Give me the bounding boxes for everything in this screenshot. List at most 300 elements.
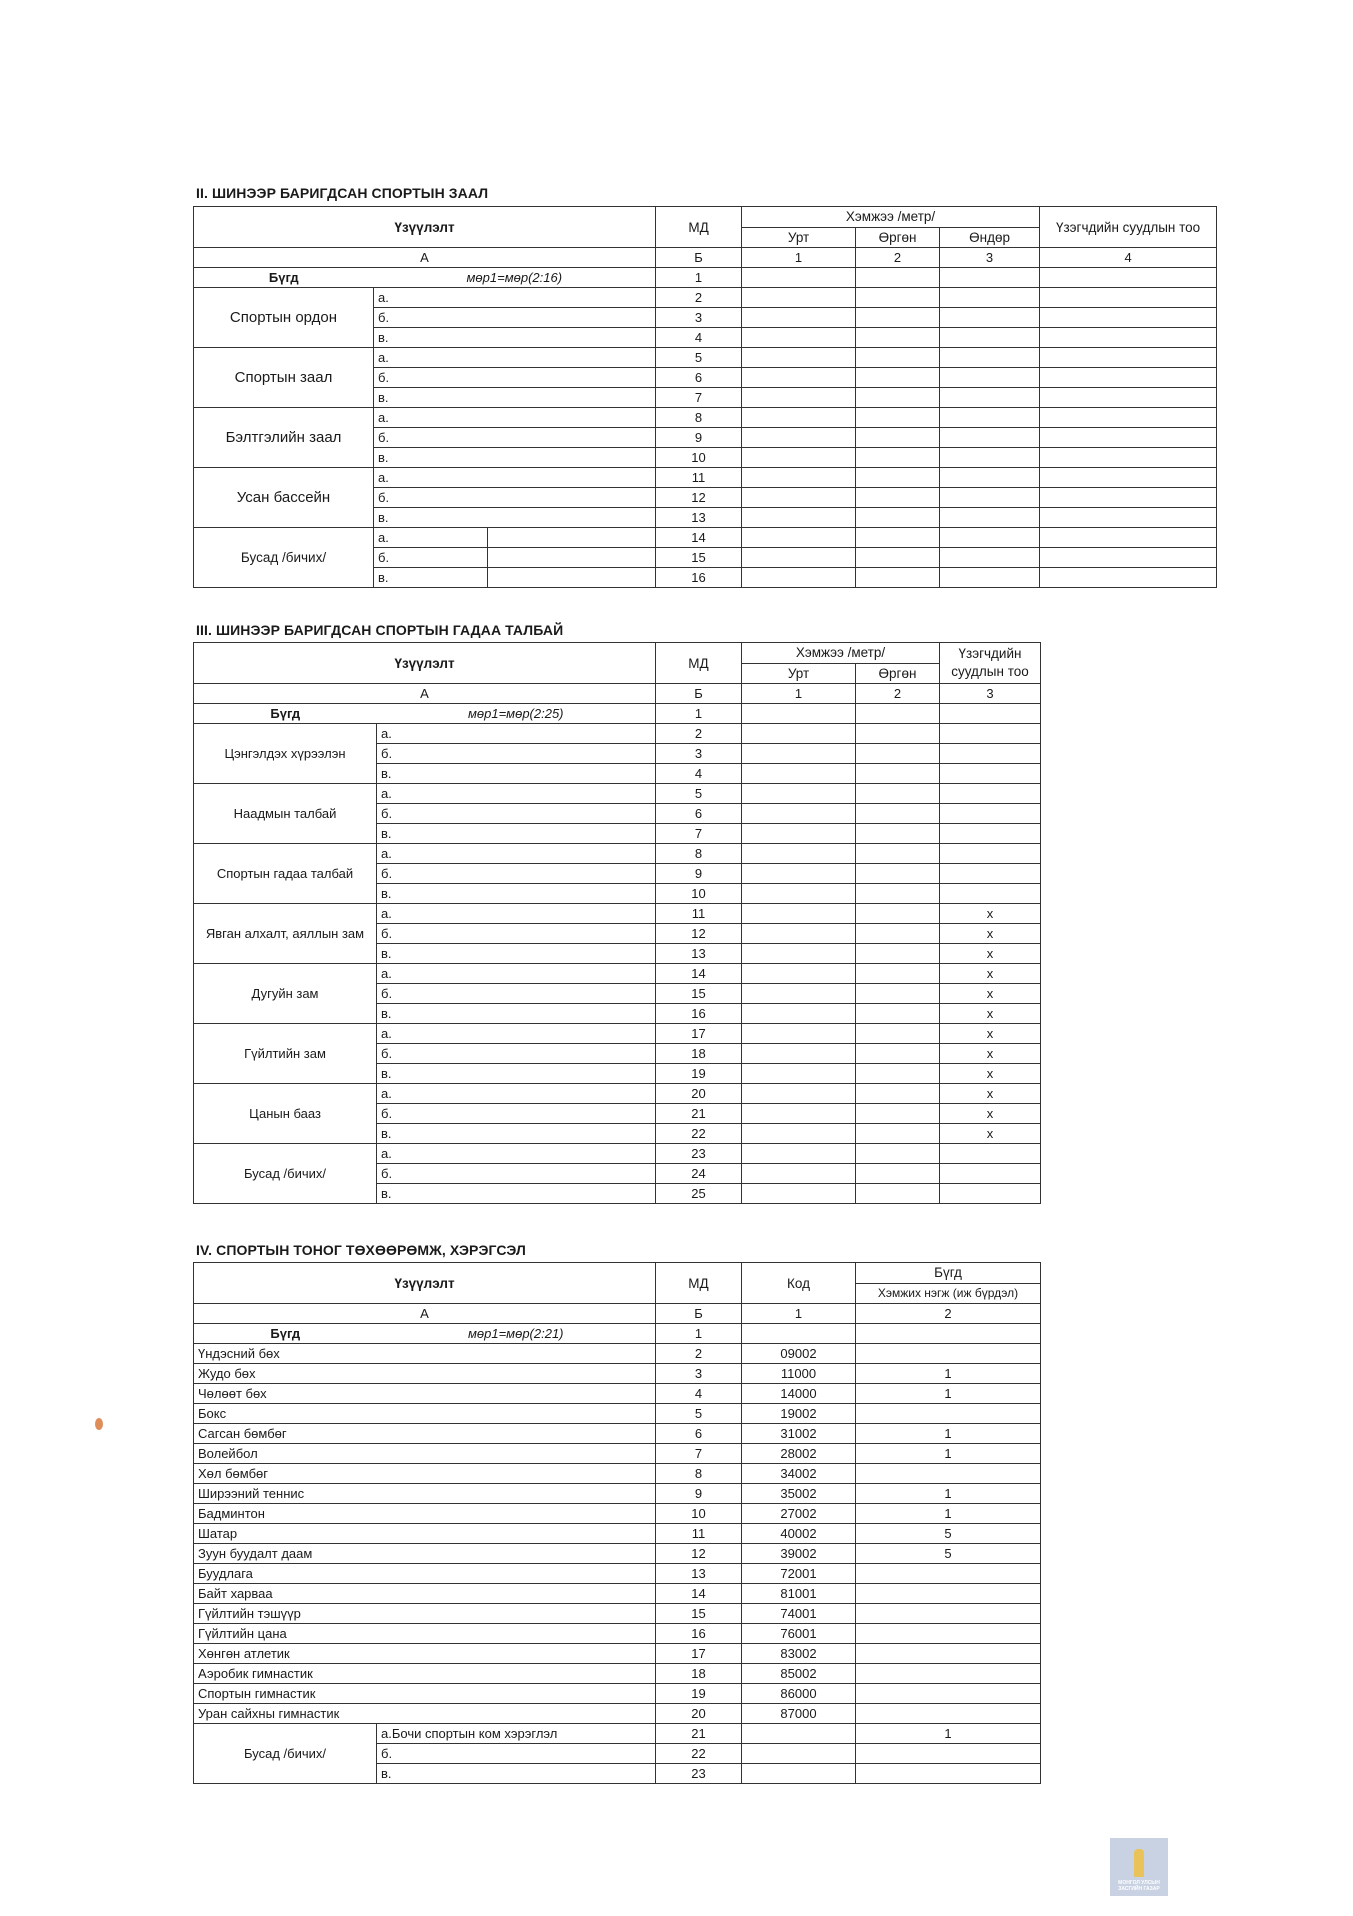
sub-label: а. [374,528,488,548]
cell-width[interactable] [856,268,940,288]
group-label: Бусад /бичих/ [194,1144,377,1204]
row-md: 19 [656,1064,742,1084]
cell-seats[interactable] [940,804,1041,824]
item-code: 14000 [742,1384,856,1404]
cell-seats[interactable] [1040,288,1217,308]
total-label: Бүгд [194,704,377,724]
table-row [194,1344,1041,1364]
item-name: Спортын гимнастик [194,1684,656,1704]
cell-width[interactable] [856,348,940,368]
cell-seats[interactable] [1040,568,1217,588]
cell-height[interactable] [940,268,1040,288]
row-md: 3 [656,308,742,328]
row-md: 21 [656,1724,742,1744]
cell-length[interactable] [742,764,856,784]
cell-seats[interactable] [1040,428,1217,448]
cell-seats[interactable] [940,744,1041,764]
item-qty[interactable]: 5 [856,1524,1041,1544]
item-code[interactable] [742,1764,856,1784]
row-md: 18 [656,1044,742,1064]
cell-length[interactable] [742,884,856,904]
cell-seats[interactable]: x [940,904,1041,924]
item-qty[interactable]: 1 [856,1504,1041,1524]
row-md: 7 [656,388,742,408]
cell-width[interactable] [856,1084,940,1104]
cell-length[interactable] [742,944,856,964]
cell-width[interactable] [856,1024,940,1044]
item-qty[interactable]: 1 [856,1484,1041,1504]
cell-width[interactable] [856,548,940,568]
cell-height[interactable] [940,548,1040,568]
cell-height[interactable] [940,408,1040,428]
total-md: 1 [656,1324,742,1344]
row-md: 21 [656,1104,742,1124]
row-md: 20 [656,1704,742,1724]
cell-seats[interactable] [940,844,1041,864]
cell-width[interactable] [856,428,940,448]
cell-width[interactable] [856,1184,940,1204]
cell-width[interactable] [856,488,940,508]
cell-width[interactable] [856,1064,940,1084]
row-md: 7 [656,824,742,844]
cell-length[interactable] [742,784,856,804]
sub-label: б. [377,1104,656,1124]
cell-width[interactable] [856,824,940,844]
sub-label: в. [374,508,656,528]
cell-seats[interactable] [940,824,1041,844]
cell-length[interactable] [742,1064,856,1084]
cell-length[interactable] [742,924,856,944]
row-md: 20 [656,1084,742,1104]
cell-width[interactable] [856,1144,940,1164]
header-indicator: Үзүүлэлт [194,1263,656,1304]
item-qty[interactable]: 1 [856,1444,1041,1464]
row-md: 23 [656,1764,742,1784]
group-label: Бэлтгэлийн заал [194,408,374,468]
sub-name-field[interactable] [488,528,656,548]
cell-width[interactable] [856,448,940,468]
cell-seats[interactable] [1040,308,1217,328]
table-row [194,1504,1041,1524]
item-qty[interactable] [856,1564,1041,1584]
table-row [194,784,1041,804]
group-label: Спортын гадаа талбай [194,844,377,904]
row-md: 11 [656,904,742,924]
item-qty[interactable]: 1 [856,1424,1041,1444]
cell-width[interactable] [856,704,940,724]
cell-seats[interactable] [1040,488,1217,508]
row-md: 4 [656,328,742,348]
item-code[interactable] [742,1744,856,1764]
cell-width[interactable] [856,508,940,528]
sub-label: в. [377,944,656,964]
cell-seats[interactable] [1040,508,1217,528]
cell-length[interactable] [742,1164,856,1184]
cell-length[interactable] [742,904,856,924]
cell-seats[interactable] [1040,268,1217,288]
row-md: 12 [656,924,742,944]
cell-length[interactable] [742,964,856,984]
code-b: Б [656,248,742,268]
cell-width[interactable] [856,764,940,784]
sub-label: б. [374,488,656,508]
cell-seats[interactable] [1040,408,1217,428]
total-formula: мөр1=мөр(2:21) [377,1324,656,1344]
sub-label: б. [377,804,656,824]
row-md: 16 [656,1624,742,1644]
cell-seats[interactable]: x [940,924,1041,944]
cell-length[interactable] [742,704,856,724]
group-label: Наадмын талбай [194,784,377,844]
item-code: 86000 [742,1684,856,1704]
item-name: Гүйлтийн цана [194,1624,656,1644]
cell-height[interactable] [940,568,1040,588]
cell-width[interactable] [856,1164,940,1184]
item-code: 27002 [742,1504,856,1524]
cell-width[interactable] [856,568,940,588]
row-md: 2 [656,1344,742,1364]
row-md: 2 [656,288,742,308]
cell-length[interactable] [742,308,856,328]
item-qty[interactable] [856,1624,1041,1644]
item-qty[interactable] [856,1764,1041,1784]
sub-name-field[interactable] [488,548,656,568]
cell-height[interactable] [940,368,1040,388]
cell-width[interactable] [856,784,940,804]
cell-width[interactable] [856,804,940,824]
cell-height[interactable] [940,388,1040,408]
cell-width[interactable] [856,984,940,1004]
sub-label: б. [374,428,656,448]
item-qty[interactable] [856,1744,1041,1764]
cell-width[interactable] [856,884,940,904]
item-qty[interactable] [856,1644,1041,1664]
sub-label: в. [377,1184,656,1204]
stamp-text [1118,1880,1160,1892]
cell-length[interactable] [742,804,856,824]
item-name: Сагсан бөмбөг [194,1424,656,1444]
sub-label: в. [377,824,656,844]
item-code: 09002 [742,1344,856,1364]
row-md: 4 [656,1384,742,1404]
table-row [194,1384,1041,1404]
cell-qty[interactable] [856,1324,1041,1344]
group-label: Усан бассейн [194,468,374,528]
row-md: 4 [656,764,742,784]
row-md: 22 [656,1124,742,1144]
item-qty[interactable]: 1 [856,1724,1041,1744]
stamp-line-1: МОНГОЛ УЛСЫН [1118,1880,1160,1886]
sub-label: в. [377,1124,656,1144]
cell-length[interactable] [742,508,856,528]
cell-width[interactable] [856,1004,940,1024]
cell-length[interactable] [742,864,856,884]
cell-length[interactable] [742,1124,856,1144]
cell-seats[interactable] [940,704,1041,724]
row-md: 17 [656,1024,742,1044]
row-md: 13 [656,944,742,964]
cell-length[interactable] [742,528,856,548]
cell-seats[interactable] [940,1164,1041,1184]
header-total: Бүгд [856,1263,1041,1284]
cell-length[interactable] [742,348,856,368]
cell-length[interactable] [742,844,856,864]
row-md: 9 [656,1484,742,1504]
item-qty[interactable] [856,1704,1041,1724]
sub-label: в. [377,1064,656,1084]
table-row [194,1464,1041,1484]
section-2-title: II. ШИНЭЭР БАРИГДСАН СПОРТЫН ЗААЛ [196,185,489,201]
header-md: МД [656,207,742,248]
item-code[interactable] [742,1724,856,1744]
group-label: Бусад /бичих/ [194,528,374,588]
cell-seats[interactable]: x [940,1084,1041,1104]
cell-seats[interactable] [940,864,1041,884]
cell-seats[interactable]: x [940,1004,1041,1024]
header-height: Өндөр [940,227,1040,248]
cell-seats[interactable]: x [940,984,1041,1004]
cell-height[interactable] [940,288,1040,308]
cell-seats[interactable]: x [940,1124,1041,1144]
cell-height[interactable] [940,448,1040,468]
cell-height[interactable] [940,328,1040,348]
row-md: 23 [656,1144,742,1164]
total-formula: мөр1=мөр(2:16) [374,268,656,288]
cell-length[interactable] [742,548,856,568]
cell-length[interactable] [742,1084,856,1104]
item-name: Шатар [194,1524,656,1544]
cell-length[interactable] [742,288,856,308]
cell-width[interactable] [856,744,940,764]
cell-width[interactable] [856,964,940,984]
cell-length[interactable] [742,448,856,468]
cell-seats[interactable] [940,764,1041,784]
row-md: 17 [656,1644,742,1664]
table-row [194,1444,1041,1464]
code-a: А [194,248,656,268]
cell-height[interactable] [940,348,1040,368]
cell-length[interactable] [742,1144,856,1164]
cell-height[interactable] [940,488,1040,508]
row-md: 7 [656,1444,742,1464]
cell-width[interactable] [856,1044,940,1064]
item-qty[interactable]: 5 [856,1544,1041,1564]
cell-length[interactable] [742,488,856,508]
row-md: 3 [656,1364,742,1384]
cell-seats[interactable] [940,784,1041,804]
cell-seats[interactable]: x [940,944,1041,964]
government-stamp-logo [1110,1838,1168,1896]
cell-height[interactable] [940,528,1040,548]
row-md: 8 [656,408,742,428]
cell-width[interactable] [856,468,940,488]
cell-height[interactable] [940,508,1040,528]
row-md: 15 [656,1604,742,1624]
row-md: 5 [656,784,742,804]
cell-length[interactable] [742,984,856,1004]
table-row [194,468,1217,488]
item-qty[interactable]: 1 [856,1384,1041,1404]
cell-seats[interactable] [1040,348,1217,368]
item-name: Зуун буудалт даам [194,1544,656,1564]
sub-label: б. [374,548,488,568]
item-code: 74001 [742,1604,856,1624]
header-code: Код [742,1263,856,1304]
group-label: Спортын заал [194,348,374,408]
cell-seats[interactable] [940,884,1041,904]
header-size-group: Хэмжээ /метр/ [742,643,940,664]
header-width: Өргөн [856,227,940,248]
cell-width[interactable] [856,944,940,964]
cell-length[interactable] [742,1104,856,1124]
cell-height[interactable] [940,428,1040,448]
cell-length[interactable] [742,724,856,744]
cell-seats[interactable]: x [940,1044,1041,1064]
cell-seats[interactable]: x [940,1104,1041,1124]
sub-label: а. [377,904,656,924]
cell-length[interactable] [742,1044,856,1064]
cell-width[interactable] [856,408,940,428]
cell-seats[interactable] [1040,328,1217,348]
cell-width[interactable] [856,328,940,348]
cell-width[interactable] [856,924,940,944]
row-md: 16 [656,1004,742,1024]
cell-seats[interactable]: x [940,964,1041,984]
total-md: 1 [656,704,742,724]
cell-seats[interactable] [1040,548,1217,568]
cell-seats[interactable]: x [940,1024,1041,1044]
item-qty[interactable] [856,1344,1041,1364]
header-seats: Үзэгчдийн суудлын тоо [1040,207,1217,248]
cell-length[interactable] [742,568,856,588]
cell-width[interactable] [856,904,940,924]
group-label: Цанын бааз [194,1084,377,1144]
cell-width[interactable] [856,288,940,308]
cell-width[interactable] [856,528,940,548]
cell-seats[interactable] [1040,388,1217,408]
sub-label: в. [374,448,656,468]
cell-width[interactable] [856,1104,940,1124]
cell-length[interactable] [742,368,856,388]
row-md: 12 [656,488,742,508]
row-md: 8 [656,1464,742,1484]
cell-length[interactable] [742,408,856,428]
sub-label: б. [377,984,656,1004]
item-qty[interactable] [856,1684,1041,1704]
header-length: Урт [742,663,856,684]
sub-label: в. [374,388,656,408]
cell-seats[interactable] [940,724,1041,744]
table-row [194,1524,1041,1544]
cell-width[interactable] [856,864,940,884]
code-a: А [194,684,656,704]
cell-length[interactable] [742,328,856,348]
sub-label: в. [377,764,656,784]
cell-seats[interactable] [1040,448,1217,468]
cell-width[interactable] [856,388,940,408]
cell-length[interactable] [742,1004,856,1024]
item-code: 35002 [742,1484,856,1504]
row-md: 8 [656,844,742,864]
item-qty[interactable] [856,1464,1041,1484]
cell-length[interactable] [742,1024,856,1044]
code-a: А [194,1304,656,1324]
row-md: 10 [656,448,742,468]
item-qty[interactable] [856,1604,1041,1624]
item-name: Хөл бөмбөг [194,1464,656,1484]
item-qty[interactable]: 1 [856,1364,1041,1384]
item-code: 40002 [742,1524,856,1544]
cell-length[interactable] [742,824,856,844]
cell-height[interactable] [940,468,1040,488]
header-size-group: Хэмжээ /метр/ [742,207,1040,228]
sub-label: а. [377,844,656,864]
cell-length[interactable] [742,1184,856,1204]
item-name: Уран сайхны гимнастик [194,1704,656,1724]
sub-label: а.Бочи спортын ком хэрэглэл [377,1724,656,1744]
cell-length[interactable] [742,428,856,448]
cell-seats[interactable] [1040,528,1217,548]
header-unit: Хэмжих нэгж (иж бүрдэл) [856,1283,1041,1304]
cell-seats[interactable] [940,1144,1041,1164]
item-name: Бокс [194,1404,656,1424]
code-b: Б [656,684,742,704]
row-md: 12 [656,1544,742,1564]
sub-label: б. [377,744,656,764]
cell-seats[interactable] [940,1184,1041,1204]
sub-label: б. [377,1164,656,1184]
sub-label: а. [374,408,656,428]
cell-width[interactable] [856,368,940,388]
row-md: 11 [656,1524,742,1544]
group-label: Гүйлтийн зам [194,1024,377,1084]
code-1: 1 [742,684,856,704]
sub-label: а. [377,1024,656,1044]
table-row [194,528,1217,548]
item-name: Ширээний теннис [194,1484,656,1504]
cell-seats[interactable] [1040,468,1217,488]
item-qty[interactable] [856,1584,1041,1604]
section-4-title: IV. СПОРТЫН ТОНОГ ТӨХӨӨРӨМЖ, ХЭРЭГСЭЛ [196,1242,526,1258]
total-label: Бүгд [194,1324,377,1344]
group-label: Спортын ордон [194,288,374,348]
cell-width[interactable] [856,308,940,328]
item-code: 31002 [742,1424,856,1444]
cell-width[interactable] [856,724,940,744]
cell-seats[interactable] [1040,368,1217,388]
table-row [194,1584,1041,1604]
cell-height[interactable] [940,308,1040,328]
item-qty[interactable] [856,1664,1041,1684]
cell-seats[interactable]: x [940,1064,1041,1084]
cell-length[interactable] [742,468,856,488]
table-row [194,1724,1041,1744]
item-code: 39002 [742,1544,856,1564]
table-row [194,1024,1041,1044]
cell-code[interactable] [742,1324,856,1344]
code-3: 3 [940,684,1041,704]
sub-name-field[interactable] [488,568,656,588]
cell-width[interactable] [856,1124,940,1144]
table-row [194,1544,1041,1564]
cell-length[interactable] [742,268,856,288]
cell-length[interactable] [742,388,856,408]
item-qty[interactable] [856,1404,1041,1424]
sub-label: а. [374,468,656,488]
row-md: 5 [656,348,742,368]
cell-length[interactable] [742,744,856,764]
cell-width[interactable] [856,844,940,864]
